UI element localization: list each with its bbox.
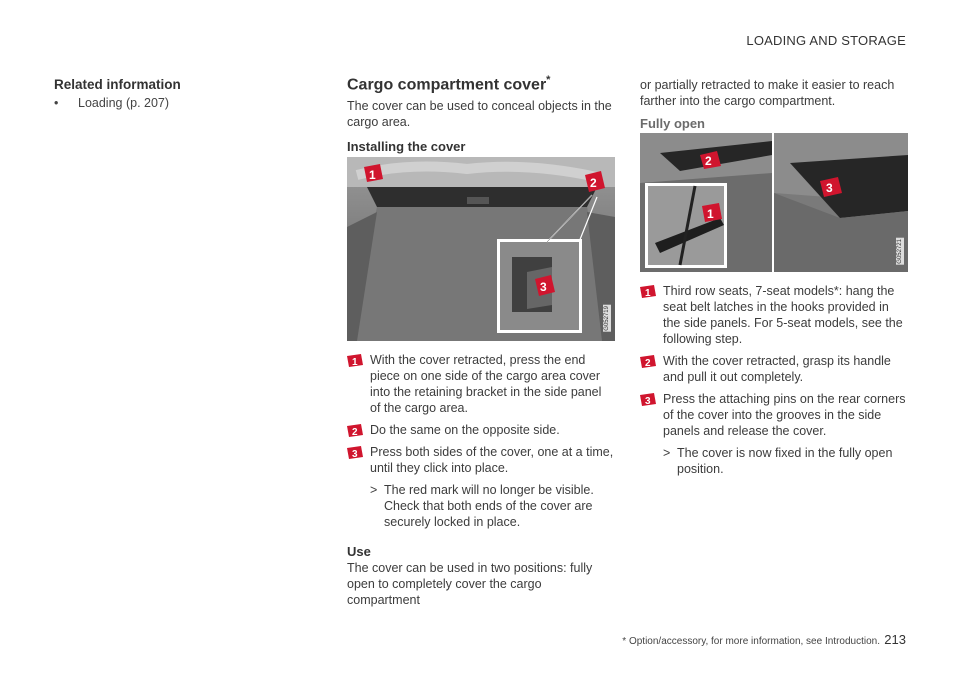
fully-open-steps <box>640 283 908 477</box>
footnote: * Option/accessory, for more information, see Introduction. <box>622 636 880 647</box>
fully-open-result: > The cover is now fixed in the fully open position. <box>663 446 893 476</box>
callout-label: 1 <box>707 207 714 221</box>
step-2-icon <box>640 355 656 368</box>
fully-open-illustration <box>640 133 908 272</box>
callout-label: 3 <box>826 181 833 195</box>
section-title: Cargo compartment cover* <box>347 74 551 94</box>
callout-1-icon <box>702 203 722 222</box>
fully-open-step-3: 3 Press the attaching pins on the rear corners of the cover into the grooves in the side panels and release the cover. <box>640 391 908 439</box>
svg-text:1: 1 <box>645 288 651 298</box>
use-heading: Use <box>347 544 371 559</box>
step-3-icon <box>640 393 656 406</box>
fully-open-step-1: 1 Third row seats, 7-seat models*: hang the seat belt latches in the hooks provided in the side panels. For 5-seat models, see the following step. <box>640 283 908 347</box>
figure-code: G052719 <box>604 306 610 331</box>
related-information-heading: Related information <box>54 77 181 92</box>
step-1-icon <box>640 285 656 298</box>
svg-text:3: 3 <box>645 396 651 406</box>
installing-heading: Installing the cover <box>347 139 466 154</box>
figure-code: G052721 <box>897 239 903 264</box>
step-1-icon <box>347 354 363 367</box>
callout-label: 2 <box>705 154 712 168</box>
callout-label: 2 <box>590 176 597 190</box>
result-marker: > <box>663 446 671 460</box>
callout-1-icon <box>364 164 383 182</box>
callout-label: 3 <box>540 280 547 294</box>
section-intro: The cover can be used to conceal objects in the cargo area. <box>347 99 612 129</box>
svg-text:2: 2 <box>352 427 358 437</box>
fully-open-figure <box>640 133 908 272</box>
installing-result: > The red mark will no longer be visible. Check that both ends of the cover are securely locked in place. <box>370 483 594 529</box>
bullet: • <box>54 96 59 110</box>
svg-text:1: 1 <box>352 357 358 367</box>
running-header: LOADING AND STORAGE <box>746 33 906 48</box>
result-marker: > <box>370 483 378 497</box>
svg-text:2: 2 <box>645 358 651 368</box>
installing-step-2: 2 Do the same on the opposite side. <box>347 422 615 438</box>
use-text: The cover can be used in two positions: fully open to completely cover the cargo compartment <box>347 561 593 607</box>
svg-text:3: 3 <box>352 449 358 459</box>
step-2-icon <box>347 424 363 437</box>
fully-open-step-2: 2 With the cover retracted, grasp its handle and pull it out completely. <box>640 353 908 385</box>
installing-step-3: 3 Press both sides of the cover, one at a time, until they click into place. <box>347 444 615 476</box>
step-3-icon <box>347 446 363 459</box>
installing-cover-figure <box>347 157 615 341</box>
option-asterisk: * <box>546 74 551 86</box>
installing-cover-illustration <box>347 157 615 341</box>
use-text-continued: or partially retracted to make it easier to reach farther into the cargo compartment. <box>640 78 895 108</box>
fully-open-heading: Fully open <box>640 116 705 131</box>
page-number: 213 <box>884 632 906 647</box>
installing-step-1: 1 With the cover retracted, press the end piece on one side of the cargo area cover into the retaining bracket in the side panel of the cargo area. <box>347 352 615 416</box>
installing-steps <box>347 352 615 530</box>
related-link-item[interactable] <box>54 96 169 110</box>
callout-label: 1 <box>369 168 376 182</box>
related-link-loading[interactable]: Loading (p. 207) <box>78 96 170 110</box>
